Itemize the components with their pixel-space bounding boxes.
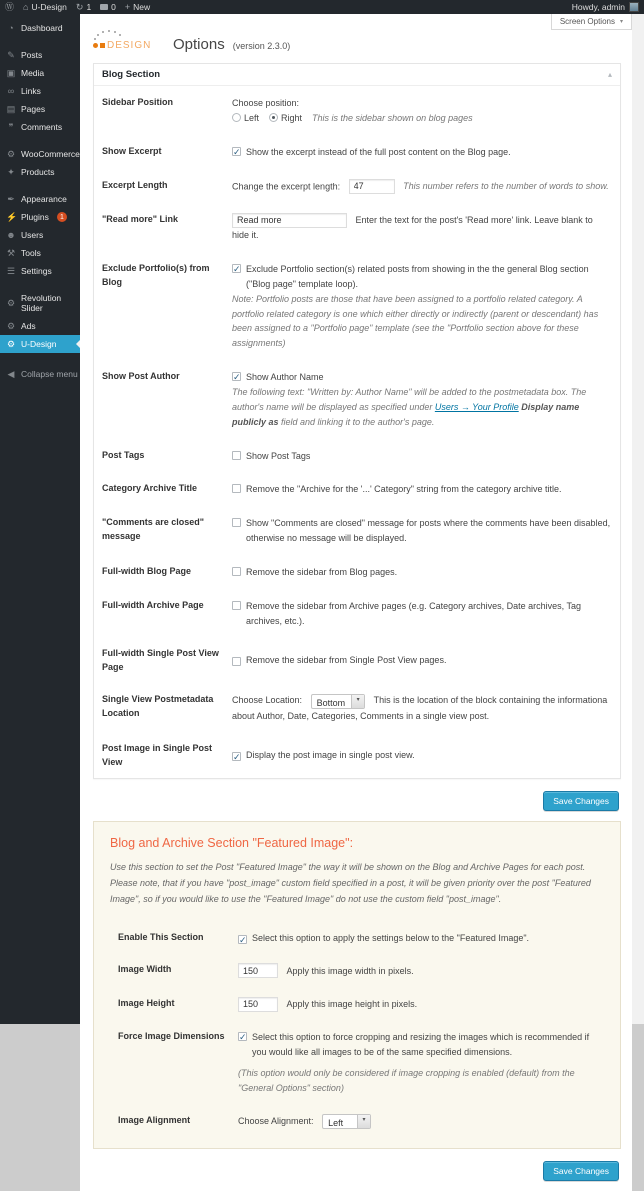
show-author-note (232, 385, 612, 430)
u-design-logo (93, 30, 165, 52)
note-text: field and linking it to the author's page. (278, 416, 435, 427)
sidebar-right-label: Right (281, 112, 303, 123)
comments-count: 0 (111, 2, 116, 12)
option-row-image-width (110, 954, 604, 987)
option-row-category-archive-title (94, 472, 620, 506)
blog-section-title: Blog Section (102, 69, 161, 80)
products-icon: ✦ (7, 166, 15, 177)
comments-icon: ❞ (8, 121, 14, 132)
comments-link[interactable] (100, 2, 116, 12)
comment-bubble-icon (100, 4, 108, 10)
fullwidth-blog-checkbox[interactable] (232, 567, 241, 576)
sidebar-item-users[interactable] (0, 226, 80, 244)
option-label: Force Image Dimensions (118, 1031, 225, 1042)
update-icon: ↻ (75, 1, 84, 12)
new-content-menu[interactable] (125, 2, 150, 12)
option-label: Show Post Author (102, 371, 180, 382)
gear-icon: ⚙ (6, 320, 16, 331)
option-label: Full-width Single Post View Page (102, 648, 219, 672)
sidebar-item-label: Users (21, 230, 44, 240)
comments-closed-text: Show "Comments are closed" message for posts where the comments have been disabled, otherwise no message will be displayed. (246, 518, 611, 544)
fullwidth-blog-text: Remove the sidebar from Blog pages. (246, 566, 398, 577)
option-label: Category Archive Title (102, 483, 198, 494)
gear-icon: ⚙ (6, 297, 16, 308)
pages-icon: ▤ (6, 103, 16, 114)
fullwidth-archive-text: Remove the sidebar from Archive pages (e.g. Category archives, Date archives, Tag archives, etc.). (246, 600, 581, 626)
tools-icon: ⚒ (6, 247, 16, 258)
save-row-bottom (93, 1161, 619, 1181)
wordpress-icon: Ⓦ (5, 1, 15, 12)
option-row-post-image-single (94, 732, 620, 778)
scrollbar[interactable] (632, 14, 644, 1024)
show-excerpt-checkbox[interactable] (232, 147, 241, 156)
sidebar-item-appearance[interactable] (0, 190, 80, 208)
sidebar-item-label: Appearance (21, 194, 67, 204)
read-more-text: Enter the text for the post's 'Read more' link. Leave blank to hide it. (232, 215, 593, 241)
sidebar-item-label: Plugins (21, 212, 49, 222)
logo-text: DESIGN (107, 40, 152, 51)
updates-link[interactable] (76, 2, 91, 12)
option-label: Single View Postmetadata Location (102, 694, 214, 718)
option-label: Post Image in Single Post View (102, 743, 213, 767)
media-icon: ▣ (6, 67, 16, 78)
option-label: Exclude Portfolio(s) from Blog (102, 263, 210, 287)
option-row-show-excerpt (94, 135, 620, 169)
sidebar-item-ads[interactable] (0, 317, 80, 335)
sidebar-item-media[interactable] (0, 64, 80, 82)
plugin-icon: ⚡ (6, 211, 18, 222)
option-row-force-dimensions (110, 1021, 604, 1104)
sidebar-item-woocommerce[interactable] (0, 145, 80, 163)
post-image-single-text: Display the post image in single post view. (246, 750, 415, 761)
postmeta-location-description: This is the location of the block containing the informationa about Author, Date, Categories, Comments in a single view post. (232, 695, 608, 721)
fullwidth-archive-checkbox[interactable] (232, 601, 241, 610)
site-name: U-Design (31, 2, 67, 12)
show-excerpt-text: Show the excerpt instead of the full post content on the Blog page. (246, 146, 511, 157)
sidebar-item-label: Tools (21, 248, 41, 258)
sidebar-right-radio[interactable] (269, 113, 278, 122)
sidebar-item-plugins[interactable] (0, 208, 80, 226)
sidebar-separator (0, 136, 80, 145)
image-alignment-select[interactable] (322, 1114, 371, 1129)
wordpress-logo-menu[interactable] (5, 3, 14, 12)
force-dimensions-checkbox[interactable] (238, 1032, 247, 1041)
settings-icon: ☰ (6, 265, 16, 276)
sidebar-item-label: Collapse menu (21, 369, 78, 379)
category-archive-text: Remove the "Archive for the '...' Category" string from the category archive title. (246, 484, 562, 495)
pin-icon: ✎ (7, 49, 15, 60)
option-row-postmeta-location (94, 683, 620, 732)
option-label: Image Height (118, 997, 175, 1008)
option-row-exclude-portfolio (94, 252, 620, 360)
sidebar-item-label: Settings (21, 266, 52, 276)
excerpt-length-note: This number refers to the number of words to show. (403, 181, 609, 192)
sidebar-item-label: Products (21, 167, 55, 177)
panel-toggle-icon[interactable]: ▴ (607, 70, 612, 79)
collapse-menu-button[interactable] (0, 365, 80, 383)
sidebar-item-tools[interactable] (0, 244, 80, 262)
page-header (80, 14, 632, 60)
blog-section-panel (93, 63, 621, 779)
force-dimensions-text: Select this option to force cropping and resizing the images which is recommended if you would like all images to be of the same specified dimensions. (252, 1032, 590, 1057)
sidebar-item-label: Comments (21, 122, 63, 132)
screen-options-label: Screen Options (559, 17, 615, 26)
sidebar-item-products[interactable] (0, 163, 80, 181)
option-label: Show Excerpt (102, 145, 162, 156)
sidebar-item-settings[interactable] (0, 262, 80, 280)
content-area (80, 14, 644, 1176)
avatar (629, 2, 639, 12)
page-title: Options (173, 36, 225, 53)
sidebar-item-dashboard[interactable] (0, 19, 80, 37)
image-height-input[interactable] (238, 997, 278, 1012)
screen-options-tab[interactable] (551, 14, 632, 30)
category-archive-checkbox[interactable] (232, 484, 241, 493)
admin-bar (0, 0, 644, 14)
option-row-fullwidth-blog (94, 555, 620, 589)
excerpt-length-input[interactable] (349, 179, 395, 194)
sidebar-item-label: Ads (21, 321, 36, 331)
featured-image-section (93, 821, 621, 1148)
option-label: Full-width Archive Page (102, 599, 204, 610)
option-row-enable-section (110, 922, 604, 955)
howdy-admin-link[interactable]: Howdy, admin (571, 2, 625, 12)
sidebar-left-label: Left (244, 112, 260, 123)
exclude-portfolio-text: Exclude Portfolio section(s) related posts from showing in the the general Blog section ("Blog page" template loop). (246, 264, 589, 289)
fullwidth-single-text: Remove the sidebar from Single Post View pages. (246, 655, 447, 666)
post-image-single-checkbox[interactable] (232, 752, 241, 761)
option-row-sidebar-position (94, 86, 620, 135)
sidebar-item-label: Media (21, 68, 45, 78)
read-more-input[interactable] (232, 213, 347, 228)
new-label: New (133, 2, 151, 12)
image-alignment-text-before: Choose Alignment: (238, 1115, 314, 1126)
sidebar-item-label: Pages (21, 104, 46, 114)
option-row-image-alignment (110, 1105, 604, 1138)
page-version: (version 2.3.0) (232, 41, 291, 51)
sidebar-item-label: WooCommerce (21, 149, 80, 159)
chevron-down-icon: ▾ (351, 695, 364, 708)
note-text: The following text: "Written by: Author Name" will be added to the postmetadata box. The author's name will be displayed as specified under (232, 386, 587, 412)
collapse-arrow-icon: ◀ (7, 368, 15, 379)
force-dimensions-note: (This option would only be considered if image cropping is enabled (default) from the "General Options" section) (238, 1067, 575, 1093)
option-row-comments-closed (94, 506, 620, 555)
fullwidth-single-checkbox[interactable] (232, 657, 241, 666)
sidebar-item-links[interactable] (0, 82, 80, 100)
option-label: Excerpt Length (102, 179, 168, 190)
image-width-input[interactable] (238, 963, 278, 978)
featured-section-title: Blog and Archive Section "Featured Image": (110, 836, 354, 851)
show-author-checkbox[interactable] (232, 372, 241, 381)
sidebar-item-label: U-Design (21, 339, 57, 349)
content-wrapper (80, 14, 632, 1191)
sidebar-separator (0, 181, 80, 190)
save-changes-button[interactable]: Save Changes (543, 791, 619, 811)
admin-sidebar (0, 14, 80, 1024)
post-tags-text: Show Post Tags (246, 450, 311, 461)
user-icon: ☻ (6, 229, 16, 240)
option-label: Sidebar Position (102, 97, 174, 107)
option-label: Image Alignment (118, 1114, 191, 1125)
enable-section-text: Select this option to apply the settings below to the "Featured Image". (252, 932, 530, 943)
postmeta-location-select[interactable] (311, 694, 366, 709)
comments-closed-checkbox[interactable] (232, 518, 241, 527)
featured-section-intro: Use this section to set the Post "Featured Image" the way it will be shown on the Blog and Archive Pages for each post. Please note, that if you have "post_image" custom field specified in a post, it will be given priority over the post "Featured Image", so if you would like to use the "Featured Image" do not use the custom field "post_image". (110, 862, 591, 904)
note-bold-text: Display name publicly as (232, 401, 580, 427)
sidebar-separator (0, 280, 80, 289)
brush-icon: ✒ (7, 193, 15, 204)
option-label: Image Width (118, 964, 172, 975)
sidebar-item-label: Posts (21, 50, 43, 60)
sidebar-item-label: Revolution Slider (21, 293, 62, 313)
link-icon: ∞ (7, 85, 15, 96)
admin-bar-right (572, 2, 639, 12)
sidebar-item-revolution-slider[interactable] (0, 289, 80, 317)
choose-position-text: Choose position: (232, 98, 300, 108)
postmeta-location-text-before: Choose Location: (232, 695, 303, 706)
image-height-text: Apply this image height in pixels. (286, 999, 418, 1010)
chevron-down-icon: ▾ (619, 19, 623, 25)
gear-icon: ⚙ (6, 148, 16, 159)
users-profile-link[interactable]: Users → Your Profile (434, 401, 519, 412)
sidebar-position-note: This is the sidebar shown on blog pages (312, 112, 473, 123)
option-label: "Comments are closed" message (102, 517, 205, 541)
save-changes-button-bottom[interactable]: Save Changes (543, 1161, 619, 1181)
sidebar-item-label: Links (21, 86, 41, 96)
exclude-portfolio-checkbox[interactable] (232, 264, 241, 273)
show-author-text: Show Author Name (246, 372, 324, 383)
option-field (232, 96, 612, 126)
image-alignment-value: Left (328, 1117, 344, 1128)
enable-section-checkbox[interactable] (238, 935, 247, 944)
option-row-show-post-author (94, 360, 620, 438)
dashboard-icon: ◔ (8, 22, 14, 33)
exclude-portfolio-note: Note: Portfolio posts are those that have been assigned to a portfolio related category. A portfolio related category is one which either directly or indirectly (parent or descendant) has been assigned to a "Portfolio page" template (see the "Portfolio section above for these assignments) (232, 293, 599, 349)
plus-icon: + (124, 1, 131, 12)
sidebar-separator (0, 37, 80, 46)
option-label: Enable This Section (118, 931, 204, 942)
option-row-fullwidth-archive (94, 589, 620, 638)
post-tags-checkbox[interactable] (232, 451, 241, 460)
sidebar-item-posts[interactable] (0, 46, 80, 64)
option-label: "Read more" Link (102, 213, 179, 224)
sidebar-item-u-design[interactable] (0, 335, 80, 353)
option-row-fullwidth-single (94, 637, 620, 683)
option-row-excerpt-length (94, 169, 620, 203)
option-row-post-tags (94, 439, 620, 473)
gear-icon: ⚙ (6, 338, 16, 349)
option-row-image-height (110, 988, 604, 1021)
sidebar-left-radio[interactable] (232, 113, 241, 122)
site-link[interactable] (23, 2, 67, 12)
option-label: Full-width Blog Page (102, 565, 191, 576)
option-label: Post Tags (102, 449, 145, 460)
sidebar-item-comments[interactable] (0, 118, 80, 136)
excerpt-length-text: Change the excerpt length: (232, 181, 341, 192)
chevron-down-icon: ▾ (357, 1115, 370, 1128)
sidebar-item-label: Dashboard (21, 23, 63, 33)
home-icon: ⌂ (23, 1, 29, 12)
image-width-text: Apply this image width in pixels. (286, 965, 414, 976)
postmeta-location-value: Bottom (316, 697, 346, 708)
option-row-read-more (94, 203, 620, 252)
blog-section-header[interactable] (94, 64, 620, 86)
save-row (93, 791, 619, 811)
updates-count: 1 (86, 2, 92, 12)
admin-bar-left (5, 2, 150, 12)
plugins-update-badge: 1 (57, 212, 67, 222)
sidebar-item-pages[interactable] (0, 100, 80, 118)
